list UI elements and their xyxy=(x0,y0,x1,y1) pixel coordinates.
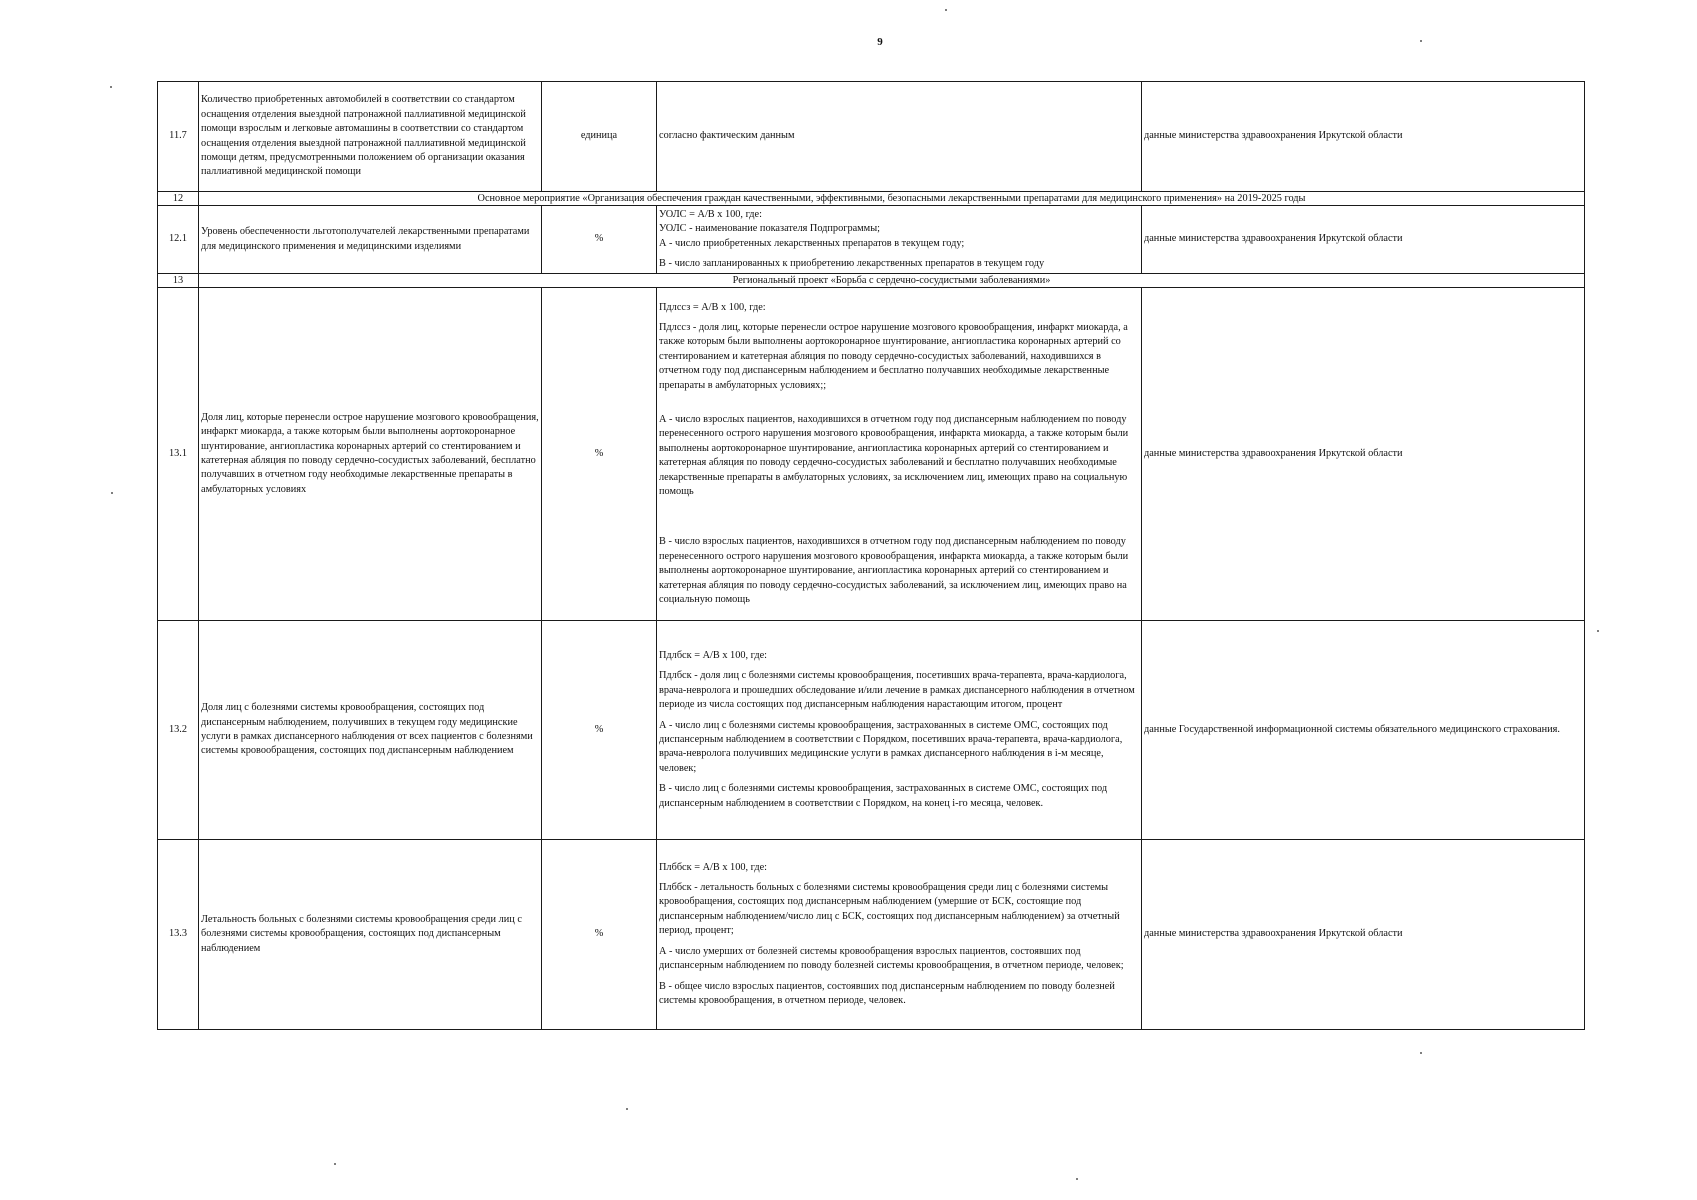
method-cell xyxy=(657,82,1142,192)
indicators-table xyxy=(157,81,1585,1030)
source-cell: данные министерства здравоохранения Иркутской области xyxy=(1142,82,1585,192)
method-line: В - общее число взрослых пациентов, состоявших под диспансерным наблюдением по поводу болезней системы кровообращения, в отчетном периоде, человек. xyxy=(659,980,1115,1006)
method-cell xyxy=(657,840,1142,1030)
scan-speck xyxy=(1597,630,1599,632)
scan-speck xyxy=(1420,40,1422,42)
method-cell xyxy=(657,288,1142,621)
method-line: УОЛС - наименование показателя Подпрограммы; xyxy=(659,223,880,235)
table-row-12-1 xyxy=(158,206,1585,274)
table-row-11-7 xyxy=(158,82,1585,192)
section-number: 13 xyxy=(158,274,199,288)
indicator-name: Количество приобретенных автомобилей в соответствии со стандартом оснащения отделения выездной патронажной паллиативной медицинской помощи взрослым и легковые автомашины в соответствии со стандартом оснащения отделения выездной патронажной паллиативной медицинской помощи детям, предусмотренными положением об организации оказания паллиативной медицинской помощи xyxy=(199,82,542,192)
indicator-name: Уровень обеспеченности льготополучателей лекарственными препаратами для медицинского применения и медицинскими изделиями xyxy=(199,206,542,274)
method-line: В - число запланированных к приобретению лекарственных препаратов в текущем году xyxy=(659,257,1045,269)
scan-speck xyxy=(945,9,947,11)
method-line: Пдлбск - доля лиц с болезнями системы кровообращения, посетивших врача-терапевта, врача-кардиолога, врача-невролога и прошедших обследование и/или лечение в рамках диспансерного наблюдения в отчетном периоде из числа состоящих под диспансерным наблюдения нарастающим итогом, процент xyxy=(659,670,1135,711)
method-line: В - число лиц с болезнями системы кровообращения, застрахованных в системе ОМС, состоящих под диспансерным наблюдением в соответствии с Порядком, на конец i-го месяца, человек. xyxy=(659,783,1108,809)
unit-cell: % xyxy=(542,840,657,1030)
method-formula: Пдлбск = А/В х 100, где: xyxy=(659,649,768,661)
unit-cell: % xyxy=(542,288,657,621)
unit-cell: % xyxy=(542,206,657,274)
method-line: согласно фактическим данным xyxy=(659,130,795,142)
source-cell: данные министерства здравоохранения Иркутской области xyxy=(1142,288,1585,621)
method-line: В - число взрослых пациентов, находившихся в отчетном году под диспансерным наблюдением по поводу перенесенного острого нарушения мозгового кровообращения, инфаркта миокарда, а также которым были выполнены аортокоронарное шунтирование, ангиопластика коронарных артерий со стентированием и катетерная абляция по поводу сердечно-сосудистых заболеваний, за исключением лиц, имеющих право на социальную помощь xyxy=(659,536,1129,606)
table-row-13-1 xyxy=(158,288,1585,621)
section-row-13 xyxy=(158,274,1585,288)
scan-speck xyxy=(1420,1052,1422,1054)
method-formula: УОЛС = А/В х 100, где: xyxy=(659,208,762,220)
section-title: Основное мероприятие «Организация обеспечения граждан качественными, эффективными, безопасными лекарственными препаратами для медицинского применения» на 2019-2025 годы xyxy=(199,192,1585,206)
method-line: Плббск - летальность больных с болезнями системы кровообращения среди лиц с болезнями системы кровообращения, состоящих под диспансерным наблюдением (умершие от БСК, состоящие под диспансерным наблюдением/число лиц с БСК, состоящих под диспансерным наблюдением) за отчетный период, процент; xyxy=(659,882,1120,937)
row-number: 12.1 xyxy=(158,206,199,274)
scan-speck xyxy=(1076,1178,1078,1180)
method-formula: Плббск = А/В х 100, где: xyxy=(659,861,768,873)
indicator-name: Летальность больных с болезнями системы кровообращения среди лиц с болезнями системы кровообращения, состоящих под диспансерным наблюдением xyxy=(199,840,542,1030)
indicator-name: Доля лиц с болезнями системы кровообращения, состоящих под диспансерным наблюдением, получивших в текущем году медицинские услуги в рамках диспансерного наблюдения от всех пациентов с болезнями системы кровообращения, состоящих под диспансерным наблюдением xyxy=(199,621,542,840)
page-number: 9 xyxy=(877,36,883,48)
source-cell: данные министерства здравоохранения Иркутской области xyxy=(1142,206,1585,274)
method-line: А - число лиц с болезнями системы кровообращения, застрахованных в системе ОМС, состоящих под диспансерным наблюдением в соответствии с Порядком, посетивших врача-терапевта, врача-кардиолога, врача-невролога получивших медицинские услуги в рамках диспансерного наблюдения в i-м месяце, человек; xyxy=(659,719,1123,774)
scan-speck xyxy=(110,86,112,88)
method-formula: Пдлссз = А/В х 100, где: xyxy=(659,301,766,313)
method-line: Пдлссз - доля лиц, которые перенесли острое нарушение мозгового кровообращения, инфаркт миокарда, а также которым были выполнены аортокоронарное шунтирование, ангиопластика коронарных артерий со стентированием и катетерная абляция по поводу сердечно-сосудистых заболеваний, находившихся в отчетном году под диспансерным наблюдением и бесплатно получавших необходимые лекарственные препараты в амбулаторных условиях;; xyxy=(659,321,1128,391)
table-row-13-2 xyxy=(158,621,1585,840)
scan-speck xyxy=(334,1163,336,1165)
section-title: Региональный проект «Борьба с сердечно-сосудистыми заболеваниями» xyxy=(199,274,1585,288)
row-number: 13.3 xyxy=(158,840,199,1030)
source-cell: данные Государственной информационной системы обязательного медицинского страхования. xyxy=(1142,621,1585,840)
unit-cell: % xyxy=(542,621,657,840)
unit-cell: единица xyxy=(542,82,657,192)
method-line: А - число взрослых пациентов, находившихся в отчетном году под диспансерным наблюдением по поводу перенесенного острого нарушения мозгового кровообращения, инфаркта миокарда, а также которым были выполнены аортокоронарное шунтирование, ангиопластика коронарных артерий со стентированием и катетерная абляция по поводу сердечно-сосудистых заболеваний и бесплатно получавших необходимые лекарственные препараты в амбулаторных условиях, за исключением лиц, имеющих право на социальную помощь xyxy=(659,413,1129,498)
method-cell xyxy=(657,206,1142,274)
row-number: 11.7 xyxy=(158,82,199,192)
scan-speck xyxy=(626,1108,628,1110)
row-number: 13.2 xyxy=(158,621,199,840)
row-number: 13.1 xyxy=(158,288,199,621)
method-line: А - число умерших от болезней системы кровообращения взрослых пациентов, состоявших под диспансерным наблюдением по поводу болезней системы кровообращения, в отчетном периоде, человек; xyxy=(659,945,1124,972)
method-cell xyxy=(657,621,1142,840)
method-line: А - число приобретенных лекарственных препаратов в текущем году; xyxy=(659,237,965,249)
section-number: 12 xyxy=(158,192,199,206)
table-row-13-3 xyxy=(158,840,1585,1030)
section-row-12 xyxy=(158,192,1585,206)
scan-speck xyxy=(111,492,113,494)
source-cell: данные министерства здравоохранения Иркутской области xyxy=(1142,840,1585,1030)
indicator-name: Доля лиц, которые перенесли острое нарушение мозгового кровообращения, инфаркт миокарда, а также которым были выполнены аортокоронарное шунтирование, ангиопластика коронарных артерий со стентированием и катетерная абляция по поводу сердечно-сосудистых заболеваний, бесплатно получавших в отчетном году необходимые лекарственные препараты в амбулаторных условиях xyxy=(199,288,542,621)
